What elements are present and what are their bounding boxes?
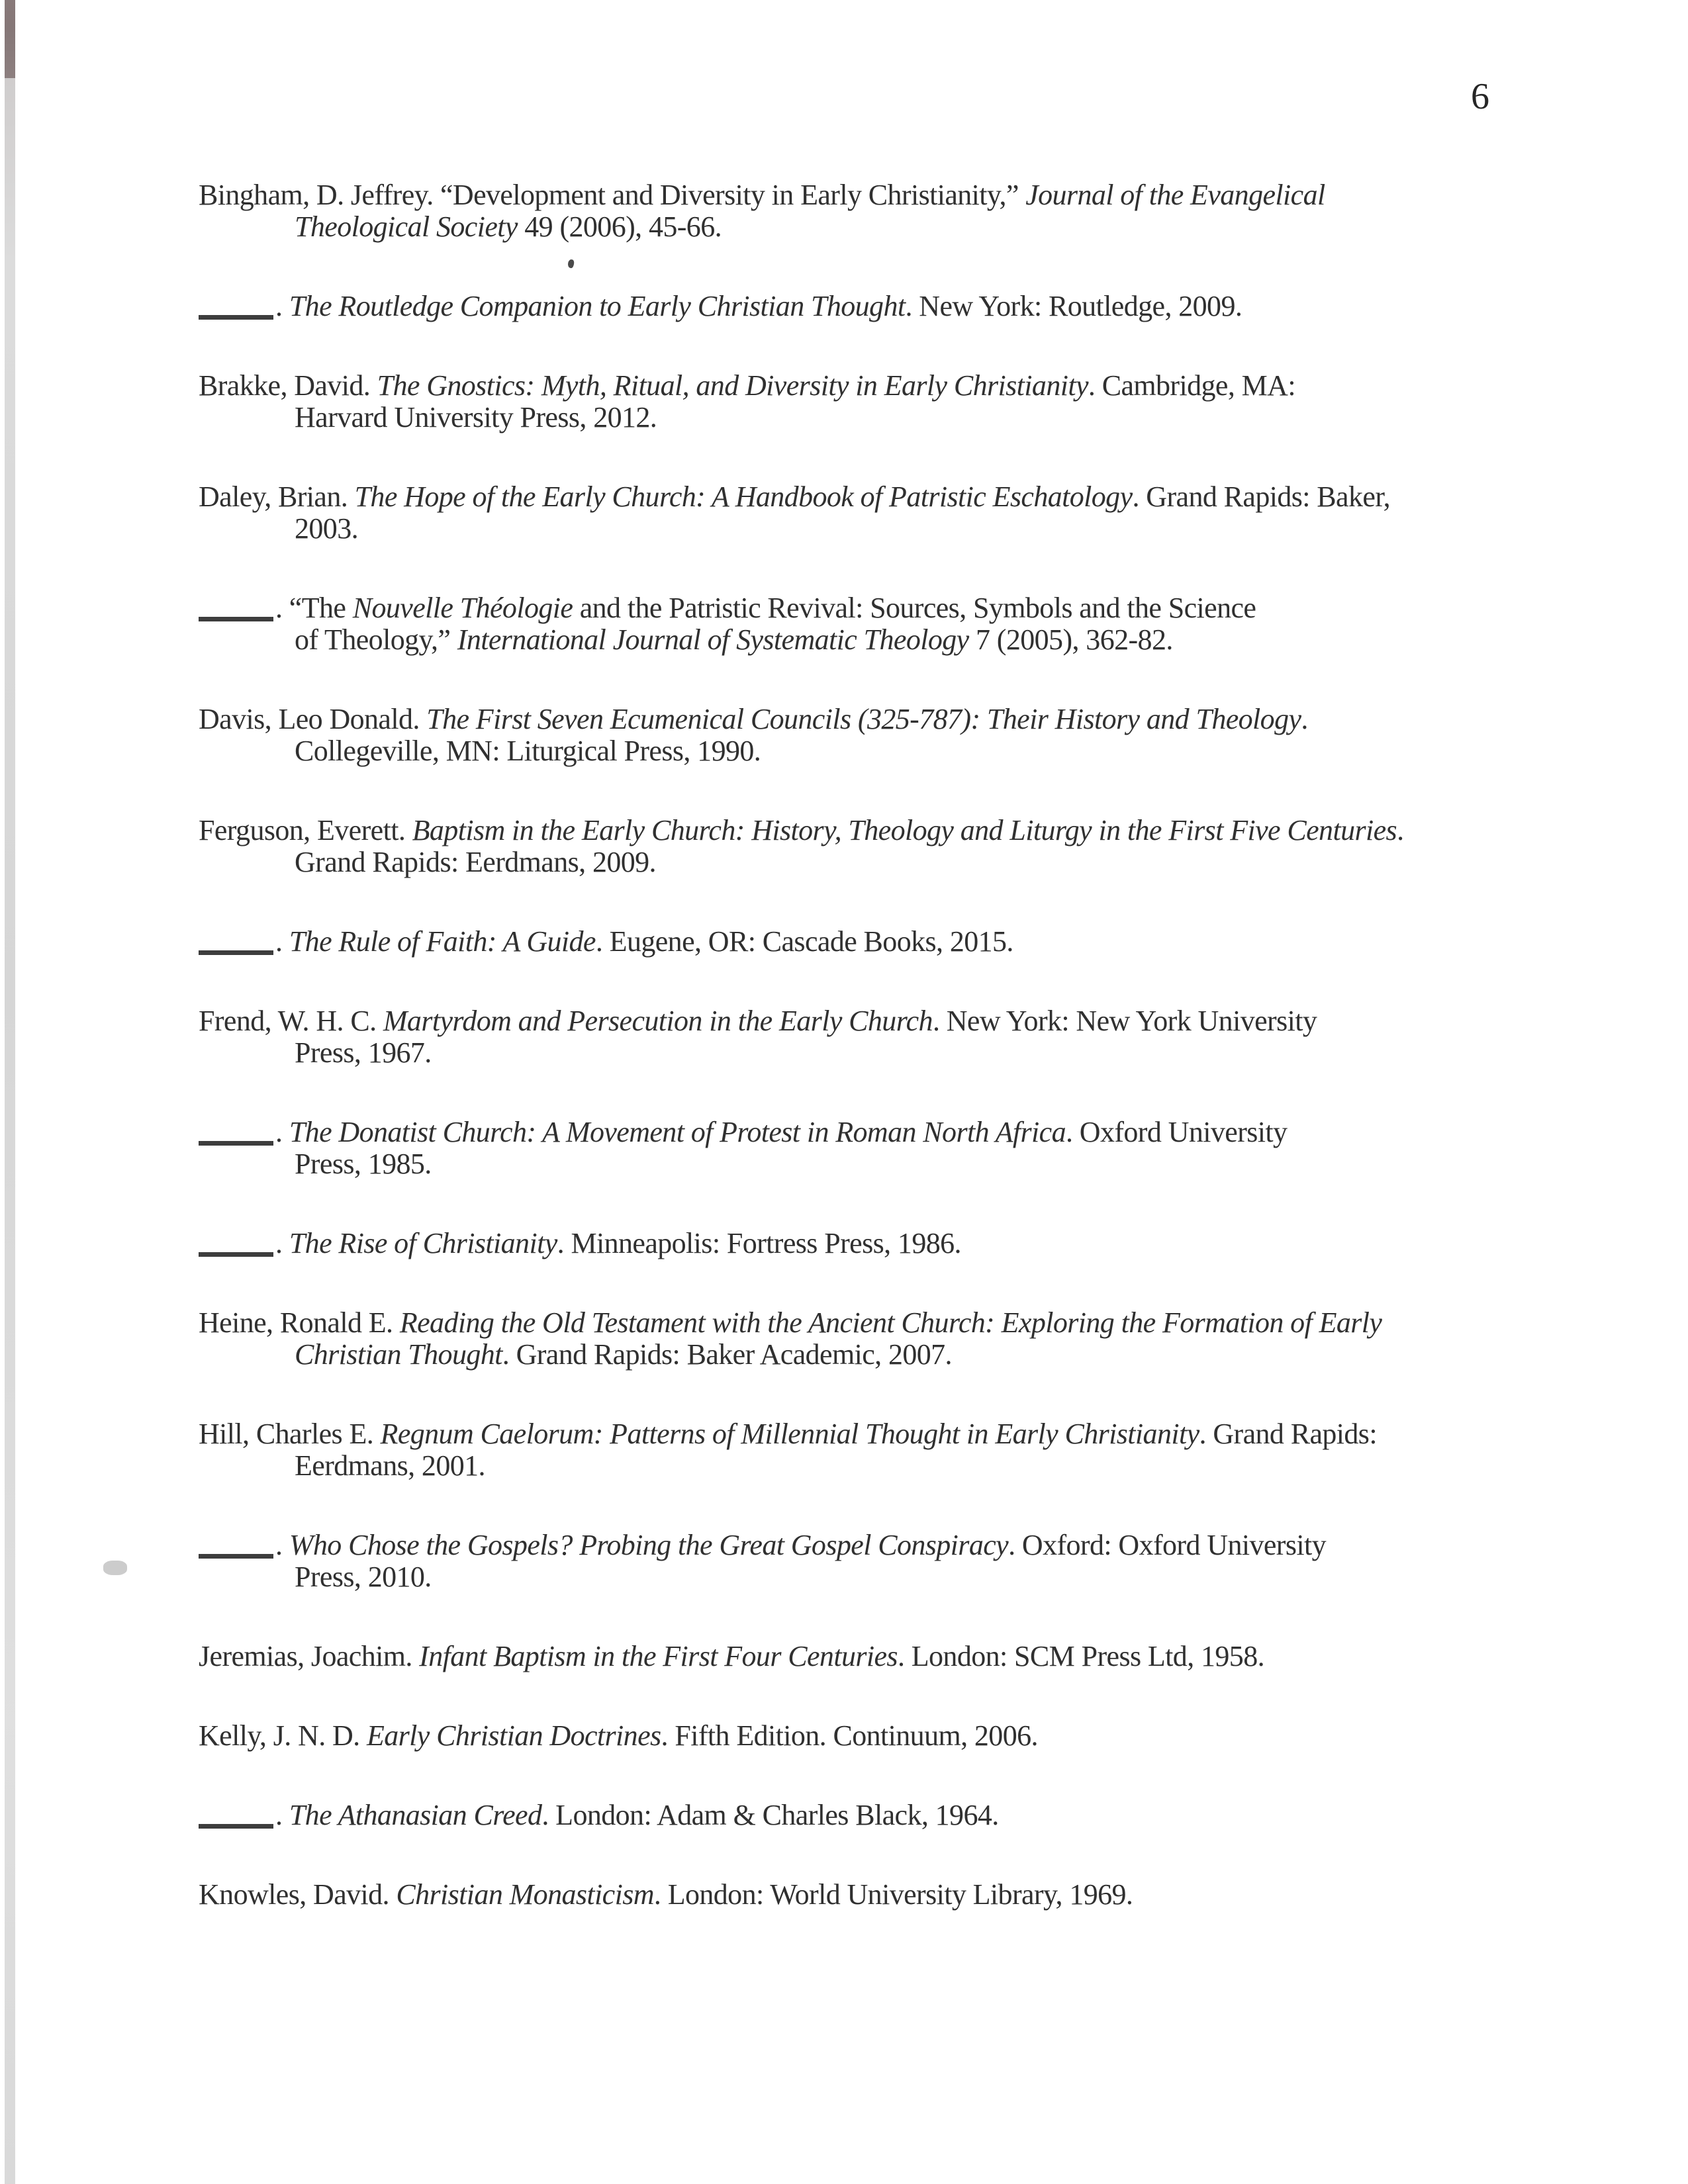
bibliography-entry [199,1529,1562,1593]
bibliography-entry [199,592,1562,656]
work-title-italic: The Rule of Faith: A Guide [289,925,596,958]
work-title-italic: Early Christian Doctrines [366,1719,661,1752]
citation-text: Harvard University Press, 2012. [295,401,657,433]
citation-text: Grand Rapids: Eerdmans, 2009. [295,846,656,878]
entry-line-continuation [295,1561,1562,1593]
repeated-author-dash [199,942,273,955]
work-title-italic: International Journal of Systematic Theology [457,623,969,656]
page-number: 6 [1471,76,1489,117]
bibliography-list [199,179,1562,1958]
work-title-italic: Nouvelle Théologie [352,592,573,624]
citation-text: . “The [275,592,353,624]
bibliography-entry [199,1116,1562,1180]
work-title-italic: Who Chose the Gospels? Probing the Great Gospel Conspiracy [289,1529,1009,1561]
citation-text: Brakke, David. [199,369,377,402]
work-title-italic: The Rise of Christianity [289,1227,557,1259]
work-title-italic: The Routledge Companion to Early Christian Thought [289,290,906,322]
citation-text: 2003. [295,512,359,545]
citation-text: . London: Adam & Charles Black, 1964. [541,1799,999,1831]
entry-line-continuation [295,735,1562,767]
citation-text: Frend, W. H. C. [199,1005,383,1037]
repeated-author-dash [199,1816,273,1829]
citation-text: . Grand Rapids: [1199,1418,1377,1450]
entry-line-continuation [295,513,1562,545]
entry-line [199,1116,1562,1148]
work-title-italic: The Donatist Church: A Movement of Protest in Roman North Africa [289,1116,1066,1148]
citation-text: Kelly, J. N. D. [199,1719,367,1752]
citation-text: Eerdmans, 2001. [295,1449,485,1482]
citation-text: . [275,925,289,958]
entry-line-continuation [295,1037,1562,1069]
citation-text: . New York: New York University [932,1005,1317,1037]
citation-text: Ferguson, Everett. [199,814,412,846]
citation-text: Hill, Charles E. [199,1418,381,1450]
bibliography-entry [199,291,1562,322]
scan-edge-artifact [5,0,15,2184]
citation-text: . [1301,703,1308,735]
work-title-italic: Infant Baptism in the First Four Centuries [419,1640,898,1672]
citation-text: . [275,290,289,322]
citation-text: 7 (2005), 362-82. [968,623,1173,656]
citation-text: . New York: Routledge, 2009. [905,290,1243,322]
entry-line-continuation [295,1339,1562,1371]
bibliography-entry [199,1799,1562,1831]
repeated-author-dash [199,1244,273,1257]
citation-text: of Theology,” [295,623,457,656]
bibliography-entry [199,179,1562,243]
entry-line [199,1529,1562,1561]
citation-text: . [275,1116,289,1148]
citation-text: . Oxford University [1065,1116,1288,1148]
citation-text: Press, 1985. [295,1148,432,1180]
entry-line [199,179,1562,211]
work-title-italic: Regnum Caelorum: Patterns of Millennial Thought in Early Christianity [380,1418,1199,1450]
entry-line [199,1799,1562,1831]
work-title-italic: The First Seven Ecumenical Councils (325-787): Their History and Theology [426,703,1301,735]
citation-text: Collegeville, MN: Liturgical Press, 1990. [295,735,761,767]
citation-text: Jeremias, Joachim. [199,1640,420,1672]
bibliography-entry [199,1418,1562,1482]
repeated-author-dash [199,307,273,320]
entry-line-continuation [295,1148,1562,1180]
citation-text: Knowles, David. [199,1878,397,1911]
repeated-author-dash [199,609,273,621]
entry-line [199,1879,1562,1911]
entry-line [199,370,1562,402]
citation-text: . Minneapolis: Fortress Press, 1986. [557,1227,961,1259]
bibliography-entry [199,1641,1562,1672]
citation-text: . [275,1227,289,1259]
citation-text: Heine, Ronald E. [199,1306,400,1339]
bibliography-entry [199,481,1562,545]
entry-line-continuation [295,846,1562,878]
citation-text: . [1397,814,1404,846]
entry-line [199,1641,1562,1672]
citation-text: . Oxford: Oxford University [1008,1529,1327,1561]
citation-text: . [275,1529,289,1561]
citation-text: . London: SCM Press Ltd, 1958. [897,1640,1264,1672]
bibliography-entry [199,926,1562,958]
entry-line [199,592,1562,624]
citation-text: Daley, Brian. [199,480,355,513]
repeated-author-dash [199,1546,273,1559]
work-title-italic: The Athanasian Creed [289,1799,542,1831]
citation-text: . Cambridge, MA: [1088,369,1295,402]
citation-text: Press, 2010. [295,1561,432,1593]
citation-text: . Grand Rapids: Baker, [1132,480,1391,513]
entry-line [199,1307,1562,1339]
work-title-italic: Theological Society [295,210,518,243]
entry-line [199,815,1562,846]
citation-text: and the Patristic Revival: Sources, Symbols and the Science [573,592,1256,624]
entry-line [199,926,1562,958]
citation-text: Davis, Leo Donald. [199,703,427,735]
entry-line-continuation [295,1450,1562,1482]
entry-line [199,1720,1562,1752]
bibliography-entry [199,1879,1562,1911]
scan-smudge-artifact [103,1561,127,1575]
entry-line [199,291,1562,322]
work-title-italic: Reading the Old Testament with the Ancient Church: Exploring the Formation of Early [399,1306,1382,1339]
citation-text: Press, 1967. [295,1036,432,1069]
work-title-italic: Baptism in the Early Church: History, Theology and Liturgy in the First Five Centuries [412,814,1397,846]
bibliography-entry [199,815,1562,878]
citation-text: . [275,1799,289,1831]
bibliography-entry [199,1005,1562,1069]
work-title-italic: Journal of the Evangelical [1025,179,1325,211]
work-title-italic: Christian Monasticism [396,1878,654,1911]
citation-text: . Fifth Edition. Continuum, 2006. [661,1719,1038,1752]
citation-text: . Grand Rapids: Baker Academic, 2007. [502,1338,952,1371]
work-title-italic: Christian Thought [295,1338,502,1371]
entry-line-continuation [295,211,1562,243]
scan-edge-artifact-dark [5,0,15,78]
entry-line-continuation [295,624,1562,656]
work-title-italic: The Gnostics: Myth, Ritual, and Diversity in Early Christianity [377,369,1088,402]
bibliography-entry [199,1307,1562,1371]
bibliography-entry [199,1228,1562,1259]
entry-line [199,1228,1562,1259]
work-title-italic: The Hope of the Early Church: A Handbook of Patristic Eschatology [354,480,1133,513]
entry-line [199,1418,1562,1450]
repeated-author-dash [199,1133,273,1146]
citation-text: 49 (2006), 45-66. [517,210,722,243]
citation-text: . London: World University Library, 1969. [653,1878,1133,1911]
bibliography-entry [199,704,1562,767]
citation-text: Bingham, D. Jeffrey. “Development and Diversity in Early Christianity,” [199,179,1026,211]
entry-line-continuation [295,402,1562,433]
citation-text: . Eugene, OR: Cascade Books, 2015. [595,925,1013,958]
work-title-italic: Martyrdom and Persecution in the Early Church [383,1005,933,1037]
bibliography-entry [199,1720,1562,1752]
entry-line [199,704,1562,735]
bibliography-entry [199,370,1562,433]
entry-line [199,481,1562,513]
entry-line [199,1005,1562,1037]
